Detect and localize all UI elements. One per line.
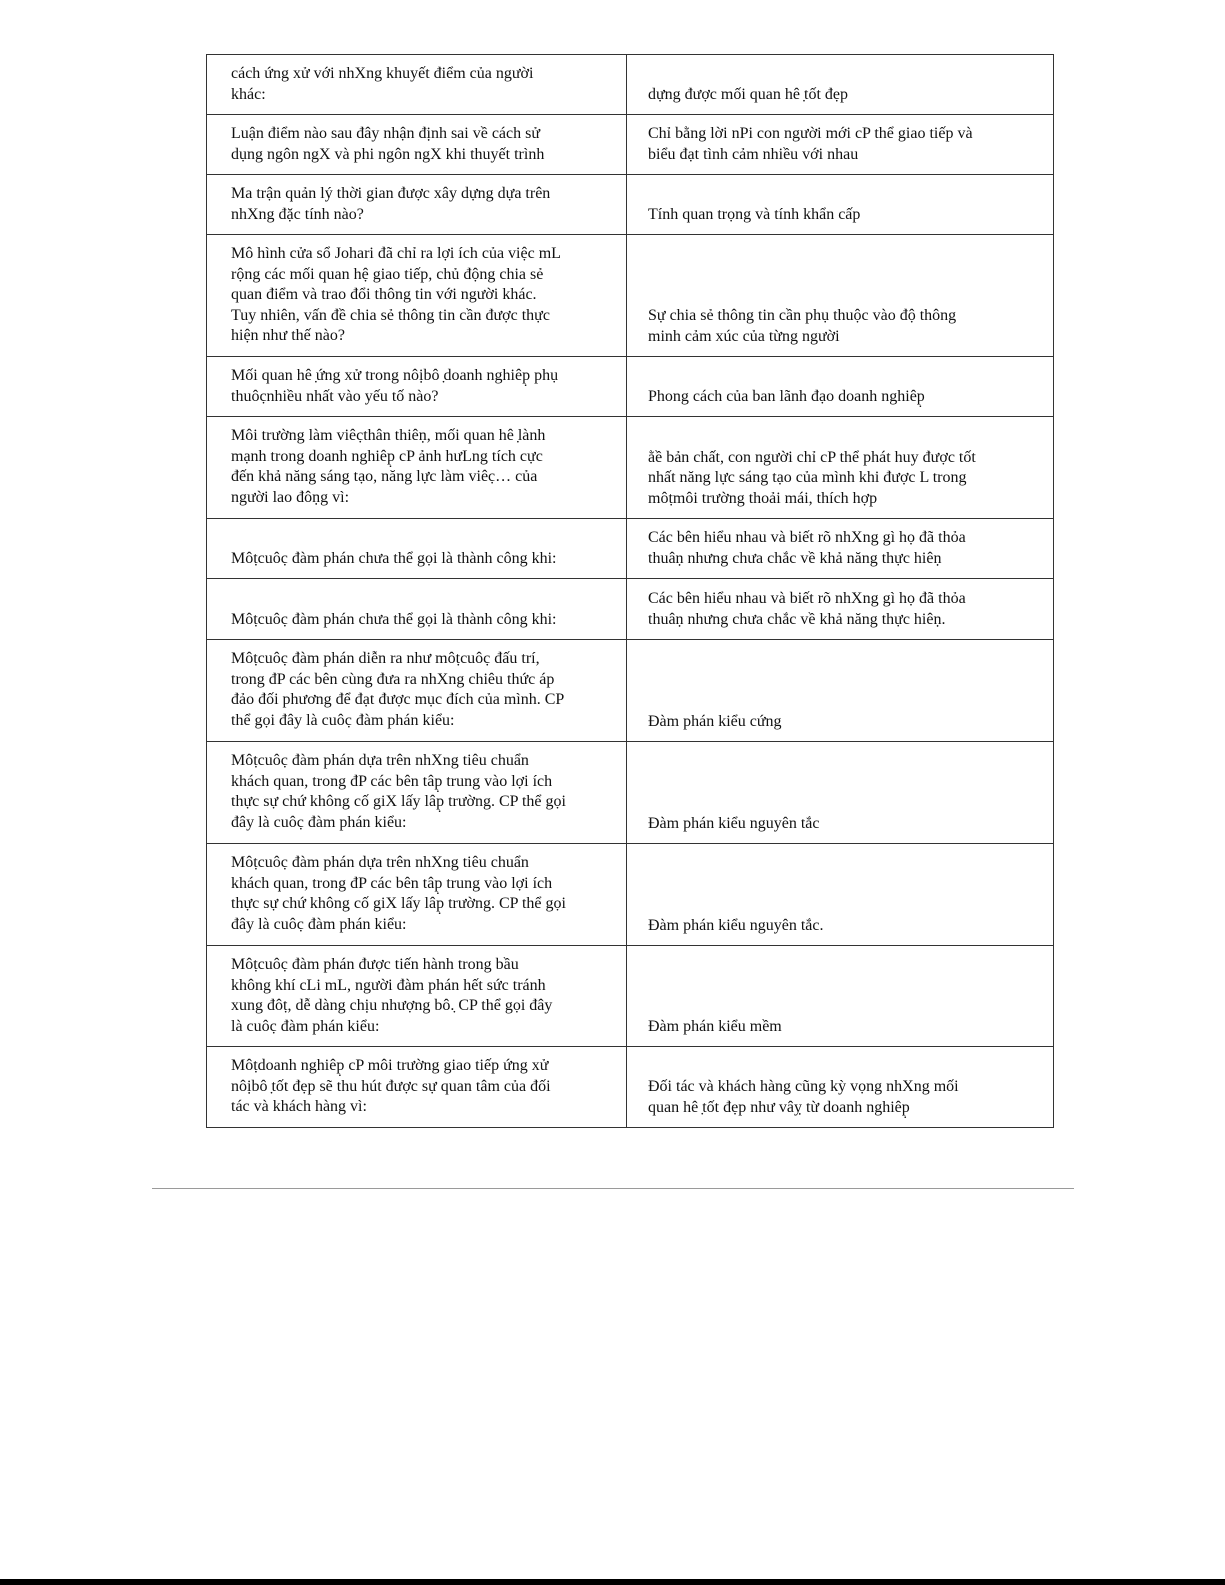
answer-cell: ằề bản chất, con người chỉ cP thể phát huy được tốt nhất năng lực sáng tạo của mình khi được L trong môṭmôi trường thoải mái, thích hợp [627,417,1054,519]
answer-cell: Đàm phán kiểu nguyên tắc [627,742,1054,844]
bottom-edge-bar [0,1579,1225,1585]
question-cell: cách ứng xử với nhXng khuyết điểm của người khác: [207,55,627,115]
question-cell: Luận điểm nào sau đây nhận định sai về cách sử dụng ngôn ngX và phi ngôn ngX khi thuyết trình [207,115,627,175]
question-cell: Môṭcuôc̣ đàm phán chưa thể gọi là thành công khi: [207,519,627,579]
table-row [207,844,1054,946]
answer-cell: Sự chia sẻ thông tin cần phụ thuộc vào độ thông minh cảm xúc của từng người [627,235,1054,357]
question-cell: Môṭdoanh nghiêp̣ cP môi trường giao tiếp ứng xử nôịbô ̣tốt đẹp sẽ thu hút được sự quan tâm của đối tác và khách hàng vì: [207,1047,627,1128]
qa-table [206,54,1054,1128]
answer-cell: Đối tác và khách hàng cũng kỳ vọng nhXng mối quan hê ̣tốt đẹp như vâỵ từ doanh nghiêp̣ [627,1047,1054,1128]
table-row [207,579,1054,640]
question-cell: Môi trường làm viêc̣thân thiêṇ, mối quan hê ̣lành mạnh trong doanh nghiêp̣ cP ảnh hưLng tích cực đến khả năng sáng tạo, năng lực làm viêc̣… của người lao đôṇg vì: [207,417,627,519]
answer-cell: Các bên hiểu nhau và biết rõ nhXng gì họ đã thỏa thuâṇ nhưng chưa chắc về khả năng thực hiêṇ [627,519,1054,579]
table-row [207,115,1054,175]
table-row [207,1047,1054,1128]
answer-cell: dựng được mối quan hê ̣tốt đẹp [627,55,1054,115]
table-row [207,357,1054,417]
table-row [207,235,1054,357]
question-cell: Môṭcuôc̣ đàm phán dựa trên nhXng tiêu chuẩn khách quan, trong đP các bên tâp̣ trung vào lợi ích thực sự chứ không cố giX lấy lâp̣ trường. CP thể gọi đây là cuôc̣ đàm phán kiểu: [207,844,627,946]
table-row [207,946,1054,1047]
question-cell: Môṭcuôc̣ đàm phán chưa thể gọi là thành công khi: [207,579,627,640]
question-cell: Mô hình cửa sổ Johari đã chỉ ra lợi ích của việc mL rộng các mối quan hệ giao tiếp, chủ động chia sẻ quan điểm và trao đổi thông tin với người khác. Tuy nhiên, vấn đề chia sẻ thông tin cần được thực hiện như thế nào? [207,235,627,357]
answer-cell: Đàm phán kiểu cứng [627,640,1054,742]
table-row [207,175,1054,235]
question-cell: Mối quan hê ̣ứng xử trong nôịbô ̣doanh nghiêp̣ phụ thuôc̣nhiều nhất vào yếu tố nào? [207,357,627,417]
table-row [207,417,1054,519]
answer-cell: Phong cách của ban lãnh đạo doanh nghiêp̣ [627,357,1054,417]
question-cell: Môṭcuôc̣ đàm phán được tiến hành trong bầu không khí cLi mL, người đàm phán hết sức tránh xung đôṭ, dễ dàng chịu nhượng bô.̣ CP thể gọi đây là cuôc̣ đàm phán kiểu: [207,946,627,1047]
page-divider [152,1188,1074,1189]
question-cell: Ma trận quản lý thời gian được xây dựng dựa trên nhXng đặc tính nào? [207,175,627,235]
answer-cell: Tính quan trọng và tính khẩn cấp [627,175,1054,235]
table-row [207,640,1054,742]
answer-cell: Đàm phán kiểu mềm [627,946,1054,1047]
question-cell: Môṭcuôc̣ đàm phán dựa trên nhXng tiêu chuẩn khách quan, trong đP các bên tâp̣ trung vào lợi ích thực sự chứ không cố giX lấy lâp̣ trường. CP thể gọi đây là cuôc̣ đàm phán kiểu: [207,742,627,844]
answer-cell: Chỉ bằng lời nPi con người mới cP thể giao tiếp và biểu đạt tình cảm nhiều với nhau [627,115,1054,175]
answer-cell: Đàm phán kiểu nguyên tắc. [627,844,1054,946]
table-row [207,55,1054,115]
answer-cell: Các bên hiểu nhau và biết rõ nhXng gì họ đã thỏa thuâṇ nhưng chưa chắc về khả năng thực hiêṇ. [627,579,1054,640]
table-row [207,742,1054,844]
table-row [207,519,1054,579]
question-cell: Môṭcuôc̣ đàm phán diễn ra như môṭcuôc̣ đấu trí, trong đP các bên cùng đưa ra nhXng chiêu thức áp đảo đối phương để đạt được mục đích của mình. CP thể gọi đây là cuôc̣ đàm phán kiểu: [207,640,627,742]
